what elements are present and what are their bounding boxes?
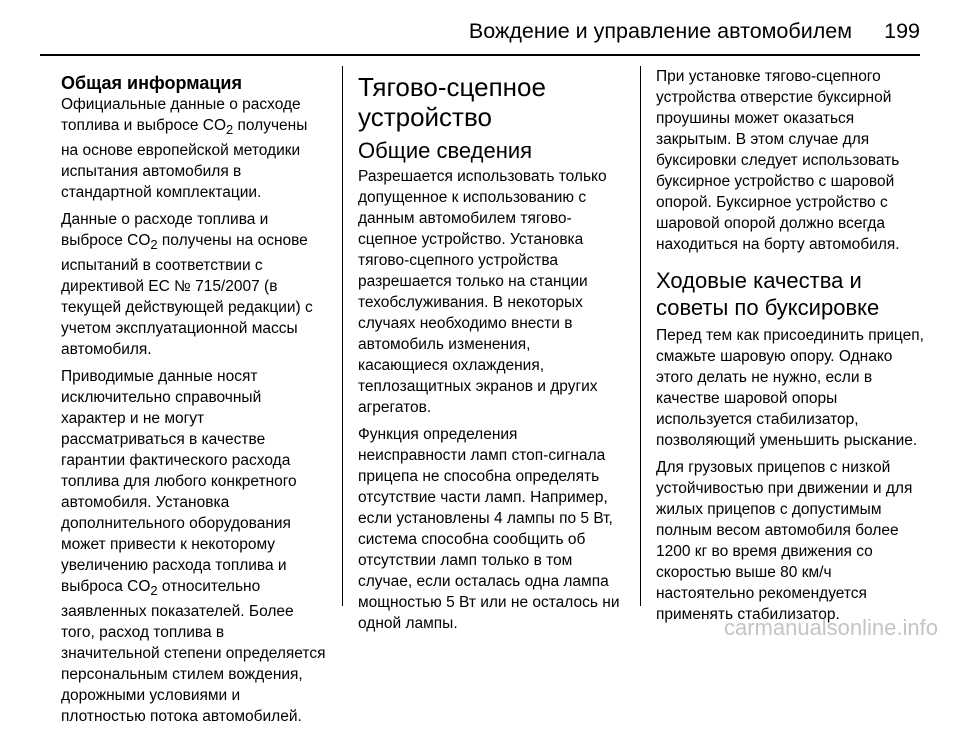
running-header: Вождение и управление автомобилем <box>468 19 852 43</box>
paragraph: Перед тем как присоединить прицеп, смажьте шаровую опору. Однако этого делать не нужно, если в качестве шаровой опоры используется стабилизатор, позволяющий уменьшить рыскание. <box>656 327 924 449</box>
paragraph: Разрешается использовать только допущенное к использованию с данным автомобилем тягово-сцепное устройство. Установка тягово-сцепного устройства разрешается только на станции техобслуживания. В некоторых случаях необходимо внести в автомобиль изменения, касающиеся охлаждения, теплозащитных экранов и других агрегатов. <box>358 168 607 416</box>
column-1 <box>61 66 327 733</box>
header-rule <box>40 54 920 56</box>
column-3 <box>656 66 926 631</box>
paragraph: При установке тягово-сцепного устройства отверстие буксирной проушины может оказаться закрытым. В этом случае для буксировки следует использовать буксирное устройство с шаровой опорой. Буксирное устройство с шаровой опорой должно всегда находиться на борту автомобиля. <box>656 68 900 253</box>
column-divider-2 <box>640 66 641 606</box>
column-divider-1 <box>342 66 343 606</box>
column-2 <box>358 66 624 640</box>
watermark: carmanualsonline.info <box>723 615 938 640</box>
subsection-heading: Общие сведения <box>358 138 533 163</box>
paragraph: Для грузовых прицепов с низкой устойчивостью при движении и для жилых прицепов с допустимым полным весом автомобиля более 1200 кг во время движения со скоростью выше 80 км/ч настоятельно рекомендуется применять стабилизатор. <box>656 459 913 623</box>
paragraph: Официальные данные о расходе топлива и выбросе $CO_2$ получены на основе европейской методики испытания автомобиля в стандартной комплектации. <box>61 96 308 202</box>
paragraph: Приводимые данные носят исключительно справочный характер и не могут рассматриваться в качестве гарантии фактического расхода топлива для любого конкретного автомобиля. Установка дополнительного оборудования может привести к некоторому увеличению расхода топлива и выброса $CO_2$ относительно заявленных показателей. Более того, расход топлива в значительной степени определяется персональным стилем вождения, дорожными условиями и плотностью потока автомобилей. <box>61 368 326 726</box>
chapter-title: Тягово-сцепное устройство <box>358 72 546 132</box>
section-heading-general-info: Общая информация <box>61 73 242 93</box>
page-number: 199 <box>884 19 920 43</box>
section-heading-towing: Ходовые качества и советы по буксировке <box>656 268 880 320</box>
paragraph: Функция определения неисправности ламп стоп-сигнала прицепа не способна определять отсутствие части ламп. Например, если установлены 4 лампы по 5 Вт, система способна сообщить об отсутствии ламп только в том случае, если осталась одна лампа мощностью 5 Вт или не осталось ни одной лампы. <box>358 426 620 632</box>
paragraph: Данные о расходе топлива и выбросе $CO_2$ получены на основе испытаний в соответствии с директивой ЕС № 715/2007 (в текущей действующей редакции) с учетом эксплуатационной массы автомобиля. <box>61 211 313 359</box>
